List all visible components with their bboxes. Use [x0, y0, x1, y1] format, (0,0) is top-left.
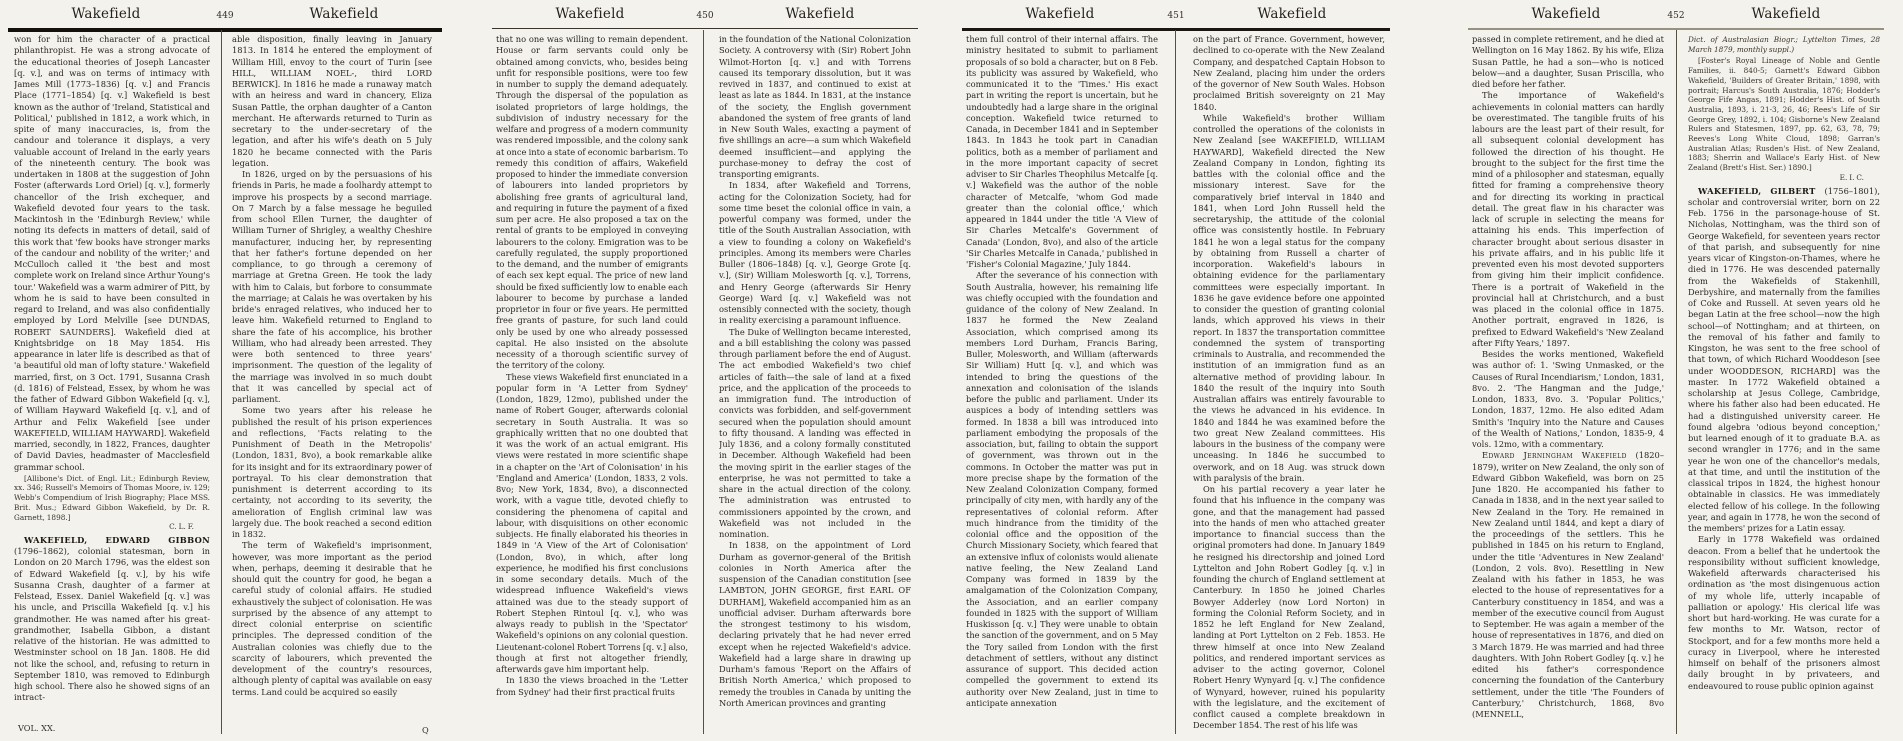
running-head-right: Wakefield: [785, 6, 855, 22]
entry-heading: WAKEFIELD, EDWARD GIBBON: [24, 534, 210, 545]
signature-mark: Q: [422, 725, 429, 735]
text-column: [1193, 34, 1385, 734]
running-head-right: Wakefield: [1751, 6, 1821, 22]
column-divider-rule: [703, 30, 704, 734]
running-head: [962, 6, 1390, 26]
header-rule: [8, 28, 442, 32]
paragraph: on the part of France. Government, however, declined to co-operate with the New Zealand Company, and despatched Captain Hobson to New Zealand, placing him under the orders of the governor of New South Wales. Hobson proclaimed British sovereignty on 21 May 1840.: [1193, 34, 1385, 112]
references-paragraph: Dict. of Australasian Biogr.; Lyttelton Times, 28 March 1879, monthly suppl.): [1688, 35, 1880, 54]
column-divider-rule: [221, 30, 222, 734]
author-initials: E. I. C.: [1839, 172, 1864, 182]
running-head: [1468, 6, 1884, 26]
paragraph: Some two years after his release he published the result of his prison experiences and reflections, 'Facts relating to the Punishment of Death in the Metropolis' (London, 1831, 8vo), a book remarkable alike for its insight and for its extraordinary power of portrayal. To his clear demonstration that punishment is deterrent according to its certainty, not according to its severity, the amelioration of English criminal law was largely due. The book reached a second edition in 1832.: [232, 405, 432, 539]
page-449: [8, 0, 442, 741]
page-452: [1468, 0, 1884, 741]
page-number: 451: [1167, 11, 1185, 21]
column-divider-rule: [1175, 30, 1176, 734]
column-divider-rule: [1676, 30, 1677, 734]
running-head-right: Wakefield: [1257, 6, 1327, 22]
text-column: [496, 34, 688, 734]
paragraph: that no one was willing to remain dependent. House or farm servants could only be obtained among convicts, who, besides being unfit for responsible positions, were too few in number to supply the demand adequately. Through the dispersal of the population as isolated proprietors of large holdings, the subdivision of industry necessary for the welfare and progress of a modern community was rendered impossible, and the colony sank at once into a state of economic barbarism. To remedy this condition of affairs, Wakefield proposed to hinder the immediate conversion of labourers into landed proprietors by abolishing free grants of agricultural land, and requiring in future the payment of a fixed sum per acre. He also proposed a tax on the rental of grants to be employed in conveying labourers to the colony. Emigration was to be carefully regulated, the supply proportioned to the demand, and the number of emigrants of each sex kept equal. The price of new land should be fixed sufficiently low to enable each labourer to become by purchase a landed proprietor in four or five years. He permitted free grants of pasture, for such land could only be used by one who already possessed capital. He also insisted on the absolute necessity of a thorough scientific survey of the territory of the colony.: [496, 34, 688, 371]
paragraph: Besides the works mentioned, Wakefield was author of: 1. 'Swing Unmasked, or the Causes of Rural Incendiarism,' London, 1831, 8vo. 2. 'The Hangman and the Judge,' London, 1833, 8vo. 3. 'Popular Politics,' London, 1837, 12mo. He also edited Adam Smith's 'Inquiry into the Nature and Causes of the Wealth of Nations,' London, 1835-9, 4 vols. 12mo, with a commentary.: [1472, 349, 1664, 449]
entry-paragraph: WAKEFIELD, EDWARD GIBBON (1796–1862), colonial statesman, born in London on 20 March 1796, was the eldest son of Edward Wakefield [q. v.], by his wife Susanna Crash, daughter of a farmer at Felstead, Essex. Daniel Wakefield [q. v.] was his uncle, and Priscilla Wakefield [q. v.] his grandmother. He was named after his great-grandmother, Isabella Gibbon, a distant relative of the historian. He was admitted to Westminster school on 18 Jan. 1808. He did not like the school, and, refusing to return in September 1810, was removed to Edinburgh high school. There also he showed signs of an intract-: [14, 534, 210, 703]
paragraph: After the severance of his connection with South Australia, however, his remaining life was chiefly occupied with the foundation and guidance of the colony of New Zealand. In 1837 he formed the New Zealand Association, which comprised among its members Lord Durham, Francis Baring, Buller, Molesworth, and William (afterwards Sir William) Hutt [q. v.], and which was intended to bring the questions of the annexation and colonisation of the islands before the public and parliament. Under its auspices a body of intending settlers was formed. In 1838 a bill was introduced into parliament embodying the proposals of the association, but, failing to obtain the support of government, was thrown out in the commons. In October the matter was put in more precise shape by the formation of the New Zealand Colonization Company, formed principally of city men, with hardly any of the representatives of colonial reform. After much hindrance from the timidity of the colonial office and the opposition of the Church Missionary Society, which feared that an extensive influx of colonists would alienate native feeling, the New Zealand Land Company was formed in 1839 by the amalgamation of the Colonization Company, the Association, and an earlier company founded in 1825 with the support of William Huskisson [q. v.] They were unable to obtain the sanction of the government, and on 5 May the Tory sailed from London with the first detachment of settlers, without any distinct assurance of support. This decided action compelled the government to extend its authority over New Zealand, just in time to anticipate annexation: [966, 270, 1158, 708]
page-451: [962, 0, 1390, 741]
page-450: [492, 0, 918, 741]
paragraph: won for him the character of a practical philanthropist. He was a strong advocate of the educational theories of Joseph Lancaster [q. v.], and was on terms of intimacy with James Mill (1773–1836) [q. v.] and Francis Place (1771–1854) [q. v.] Wakefield is best known as the author of 'Ireland, Statistical and Political,' published in 1812, a work which, in spite of many inaccuracies, is, from the candour and tolerance it displays, a very valuable account of Ireland in the early years of the nineteenth century. The book was undertaken in 1808 at the suggestion of John Foster (afterwards Lord Oriel) [q. v.], formerly chancellor of the Irish exchequer, and Wakefield devoted four years to the task. Mackintosh in the 'Edinburgh Review,' while noting its defects in matters of detail, said of this work that 'few books have stronger marks of the candour and nobility of the writer;' and McCulloch called it 'the best and most complete work on Ireland since Arthur Young's tour.' Wakefield was a warm admirer of Pitt, by whom he is said to have been consulted in regard to Ireland, and was also confidentially employed by Lord Melville [see DUNDAS, ROBERT SAUNDERS]. Wakefield died at Knightsbridge on 18 May 1854. His appearance in later life is described as that of 'a beautiful old man of lofty stature.' Wakefield married, first, on 3 Oct. 1791, Susanna Crash (d. 1816) of Felstead, Essex, by whom he was the father of Edward Gibbon Wakefield [q. v.], of William Hayward Wakefield [q. v.], and of Arthur and Felix Wakefield [see under WAKEFIELD, WILLIAM HAYWARD]. Wakefield married, secondly, in 1822, Frances, daughter of David Davies, headmaster of Macclesfield grammar school.: [14, 34, 210, 472]
paragraph: In 1834, after Wakefield and Torrens, acting for the Colonization Society, had for some time beset the colonial office in vain, a powerful company was formed, under the title of the South Australian Association, with a view to founding a colony on Wakefield's principles. Among its members were Charles Buller (1806–1848) [q. v.], George Grote [q. v.], (Sir) William Molesworth [q. v.], Torrens, and Henry George (afterwards Sir Henry George) Ward [q. v.] Wakefield was not ostensibly connected with the society, though in reality exercising a paramount influence.: [719, 180, 911, 326]
entry-heading: Edward Jerningham Wakefield: [1482, 450, 1636, 461]
page-number: 450: [696, 11, 714, 21]
page-number: 452: [1667, 11, 1685, 21]
entry-paragraph: Edward Jerningham Wakefield (1820–1879), writer on New Zealand, the only son of Edward Gibbon Wakefield, was born on 25 June 1820. He accompanied his father to Canada in 1838, and in the next year sailed to New Zealand in the Tory. He remained in New Zealand until 1844, and kept a diary of the proceedings of the settlers. This he published in 1845 on his return to England, under the title 'Adventures in New Zealand' (London, 2 vols. 8vo). Resettling in New Zealand with his father in 1853, he was elected to the house of representatives for a Canterbury constituency in 1854, and was a member of the executive council from August to September. He was again a member of the house of representatives in 1876, and died on 3 March 1879. He was married and had three daughters. With John Robert Godley [q. v.] he edited his father's correspondence concerning the foundation of the Canterbury settlement, under the title 'The Founders of Canterbury,' Christchurch, 1868, 8vo (MENNELL,: [1472, 450, 1664, 719]
running-head-left: Wakefield: [1531, 6, 1601, 22]
paragraph: The Duke of Wellington became interested, and a bill establishing the colony was passed through parliament before the end of August. The act embodied Wakefield's two chief articles of faith—the sale of land at a fixed price, and the application of the proceeds to an immigration fund. The introduction of convicts was forbidden, and self-government secured when the population should amount to fifty thousand. A landing was effected in July 1836, and a colony formally constituted in December. Although Wakefield had been the moving spirit in the earlier stages of the enterprise, he was not permitted to take a share in the actual direction of the colony. The administration was entrusted to commissioners appointed by the crown, and Wakefield was not included in the nomination.: [719, 326, 911, 539]
text-column: [1472, 34, 1664, 734]
paragraph: passed in complete retirement, and he died at Wellington on 16 May 1862. By his wife, Eliza Susan Pattle, he had a son—who is noticed below—and a daughter, Susan Priscilla, who died before her father.: [1472, 34, 1664, 89]
paragraph: On his partial recovery a year later he found that his influence in the company was gone, and that the management had passed into the hands of men who attached greater importance to financial success than the original promoters had done. In January 1849 he resigned his directorship and joined Lord Lyttelton and John Robert Godley [q. v.] in founding the church of England settlement at Canterbury. In 1850 he joined Charles Bowyer Adderley (now Lord Norton) in forming the Colonial Reform Society, and in 1852 he left England for New Zealand, landing at Port Lyttelton on 2 Feb. 1853. He threw himself at once into New Zealand politics, and rendered important services as adviser to the acting governor, Colonel Robert Henry Wynyard [q. v.] The confidence of Wynyard, however, ruined his popularity with the legislature, and the excitement of conflict caused a complete breakdown in December 1854. The rest of his life was: [1193, 484, 1385, 731]
running-head-left: Wakefield: [1025, 6, 1095, 22]
entry-paragraph: WAKEFIELD, GILBERT (1756–1801), scholar and controversial writer, born on 22 Feb. 1756 in the parsonage-house of St. Nicholas, Nottingham, was the third son of George Wakefield, for seventeen years rector of that parish, and subsequently for nine years vicar of Kingston-on-Thames, where he died in 1776. He was descended paternally from the Wakefields of Stakenhill, Derbyshire, and maternally from the families of Coke and Russell. At seven years old he began Latin at the free school—now the high school—of Nottingham; and at thirteen, on the removal of his father and family to Kingston, he was sent to the free school of that town, of which Richard Wooddeson [see under WOODDESON, RICHARD] was the master. In 1772 Wakefield obtained a scholarship at Jesus College, Cambridge, where his father also had been educated. He had a distinguished university career. He found algebra 'odious beyond conception,' but learned enough of it to graduate B.A. as second wrangler in 1776; and in the same year he won one of the chancellor's medals, at that time, and until the institution of the classical tripos in 1824, the highest honour obtainable in classics. He was immediately elected fellow of his college. In the following year, and again in 1778, he won the second of the members' prizes for a Latin essay.: [1688, 185, 1880, 534]
text-column: [1688, 34, 1880, 734]
references-paragraph: [Allibone's Dict. of Engl. Lit.; Edinburgh Review, xx. 346; Russell's Memoirs of Thomas Moore, iv. 129; Webb's Compendium of Irish Biography; Place MSS. Brit. Mus.; Edward Gibbon Wakefield, by Dr. R. Garnett, 1898.] C. L. F.: [14, 473, 210, 532]
running-head-left: Wakefield: [555, 6, 625, 22]
text-column: [719, 34, 911, 734]
paragraph: in the foundation of the National Colonization Society. A controversy with (Sir) Robert John Wilmot-Horton [q. v.] and with Torrens caused its temporary dissolution, but it was revived in 1837, and continued to exist at least as late as 1844. In 1831, at the instance of the society, the English government abandoned the system of free grants of land in New South Wales, exacting a payment of five shillings an acre—a sum which Wakefield deemed insufficient—and applying the purchase-money to defray the cost of transporting emigrants.: [719, 34, 911, 179]
paragraph: them full control of their internal affairs. The ministry hesitated to submit to parliament proposals of so bold a character, but on 8 Feb. its publicity was assured by Wakefield, who communicated it to the 'Times.' His exact part in writing the report is uncertain, but he undoubtedly had a large share in the original conception. Wakefield twice returned to Canada, in December 1841 and in September 1843. In 1843 he took part in Canadian politics, both as a member of parliament and in the more important capacity of secret adviser to Sir Charles Theophilus Metcalfe [q. v.] Wakefield was the author of the noble character of Metcalfe, 'whom God made greater than the colonial office,' which appeared in 1844 under the title 'A View of Sir Charles Metcalfe's Government of Canada' (London, 8vo), and also of the article 'Sir Charles Metcalfe in Canada,' published in 'Fisher's Colonial Magazine,' July 1844.: [966, 34, 1158, 269]
paragraph: In 1838, on the appointment of Lord Durham as governor-general of the British colonies in North America after the suspension of the Canadian constitution [see LAMBTON, JOHN GEORGE, first EARL OF DURHAM], Wakefield accompanied him as an unofficial adviser. Durham afterwards bore the strongest testimony to his wisdom, declaring privately that he had never erred except when he rejected Wakefield's advice. Wakefield had a large share in drawing up Durham's famous 'Report on the Affairs of British North America,' which proposed to remedy the troubles in Canada by uniting the North American provinces and granting: [719, 540, 911, 708]
header-rule: [962, 28, 1390, 31]
page-number: 449: [216, 11, 234, 21]
paragraph: These views Wakefield first enunciated in a popular form in 'A Letter from Sydney' (London, 1829, 12mo), published under the name of Robert Gouger, afterwards colonial secretary in South Australia. It was so graphically written that no one doubted that it was the work of an actual emigrant. His views were restated in more scientific shape in a chapter on the 'Art of Colonisation' in his 'England and America' (London, 1833, 2 vols. 8vo; New York, 1834, 8vo), a disconnected work, with a vague title, devoted chiefly to considering the phenomena of capital and labour, with disquisitions on other economic subjects. He finally elaborated his theories in 1849 in 'A View of the Art of Colonisation' (London, 8vo), in which, after long experience, he modified his first conclusions in some secondary details. Much of the widespread influence Wakefield's views attained was due to the steady support of Robert Stephen Rintoul [q. v.], who was always ready to publish in the 'Spectator' Wakefield's opinions on any colonial question. Lieutenant-colonel Robert Torrens [q. v.] also, though at first not altogether friendly, afterwards gave him important help.: [496, 371, 688, 674]
volume-footer: VOL. XX.: [18, 723, 56, 733]
paragraph: In 1826, urged on by the persuasions of his friends in Paris, he made a foolhardy attempt to improve his prospects by a second marriage. On 7 March by a false message he beguiled from school Ellen Turner, the daughter of William Turner of Shrigley, a wealthy Cheshire manufacturer, inducing her, by representing that her father's fortune depended on her compliance, to go through a ceremony of marriage at Gretna Green. He took the lady with him to Calais, but forbore to consummate the marriage; at Calais he was overtaken by his bride's enraged relatives, who induced her to leave him. Wakefield returned to England to share the fate of his accomplice, his brother William, who had already been arrested. They were both sentenced to three years' imprisonment. The question of the legality of the marriage was involved in so much doubt that it was cancelled by special act of parliament.: [232, 169, 432, 404]
text-column: [14, 34, 210, 734]
paragraph: able disposition, finally leaving in January 1813. In 1814 he entered the employment of William Hill, envoy to the court of Turin [see HILL, WILLIAM NOEL-, third LORD BERWICK]. In 1816 he made a runaway match with an heiress and ward in chancery, Eliza Susan Pattle, the orphan daughter of a Canton merchant. He afterwards returned to Turin as secretary to the under-secretary of the legation, and after his wife's death on 5 July 1820 he became connected with the Paris legation.: [232, 34, 432, 168]
text-column: [966, 34, 1158, 734]
paragraph: The importance of Wakefield's achievements in colonial matters can hardly be overestimated. The tangible fruits of his labours are the least part of their result, for all subsequent colonial development has followed the direction of his thought. He brought to the subject for the first time the mind of a philosopher and statesman, equally fitted for framing a comprehensive theory and for directing its working in practical detail. The great flaw in his character was lack of scruple in selecting the means for attaining his ends. This imperfection of character brought about serious disaster in his private affairs, and in his public life it prevented even his most devoted supporters from giving him their implicit confidence. There is a portrait of Wakefield in the provincial hall at Christchurch, and a bust was placed in the colonial office in 1875. Another portrait, engraved in 1826, is prefixed to Edward Wakefield's 'New Zealand after Fifty Years,' 1897.: [1472, 90, 1664, 348]
author-initials: C. L. F.: [169, 522, 194, 532]
paragraph: While Wakefield's brother William controlled the operations of the colonists in New Zealand [see WAKEFIELD, WILLIAM HAYWARD], Wakefield directed the New Zealand Company in London, fighting its battles with the colonial office and the missionary interest. Save for the comparatively brief interval in 1840 and 1841, when Lord John Russell held the secretaryship, the attitude of the colonial office was consistently hostile. In February 1841 he won a legal status for the company by obtaining from Russell a charter of incorporation. Wakefield's labours in obtaining evidence for the parliamentary committees were especially important. In 1836 he gave evidence before one appointed to consider the question of granting colonial lands, which approved his views in their report. In 1837 the transportation committee condemned the system of transporting criminals to Australia, and recommended the institution of an immigration fund as an alternative method of providing labour. In 1840 the result of the inquiry into South Australian affairs was entirely favourable to the views he advanced in his evidence. In 1840 and 1844 he was examined before the two great New Zealand committees. His labours in the business of the company were unceasing. In 1846 he succumbed to overwork, and on 18 Aug. was struck down with paralysis of the brain.: [1193, 112, 1385, 483]
paragraph: Early in 1778 Wakefield was ordained deacon. From a belief that he undertook the responsibility without sufficient knowledge, Wakefield afterwards characterised his ordination as 'the most disingenuous action of my whole life, utterly incapable of palliation or apology.' His clerical life was short but hard-working. He was curate for a few months to Mr. Watson, rector of Stockport, and for a few months more held a curacy in Liverpool, where he interested himself on behalf of the prisoners almost daily brought in by privateers, and endeavoured to rouse public opinion against: [1688, 534, 1880, 691]
header-rule: [492, 28, 918, 29]
running-head: [8, 6, 442, 26]
paragraph: In 1830 the views broached in the 'Letter from Sydney' had their first practical fruits: [496, 675, 688, 697]
entry-heading: WAKEFIELD, GILBERT: [1698, 185, 1825, 196]
references-paragraph: [Foster's Royal Lineage of Noble and Gentle Families, ii. 840-5; Garnett's Edward Gibbon Wakefield, 'Builders of Greater Britain,' 1898, with portrait; Harcus's South Australia, 1876; Hodder's George Fife Angas, 1891; Hodder's Hist. of South Australia, 1893, i. 21-3, 26, 46; Rees's Life of Sir George Grey, 1892, i. 104; Gisborne's New Zealand Rulers and Statesmen, 1897, pp. 62, 63, 78, 79; Reeves's Long White Cloud, 1898; Garran's Australian Atlas; Rusden's Hist. of New Zealand, 1883; Sherrin and Wallace's Early Hist. of New Zealand (Brett's Hist. Ser.) 1890.] E. I. C.: [1688, 56, 1880, 182]
running-head-left: Wakefield: [71, 6, 141, 22]
paragraph: The term of Wakefield's imprisonment, however, was more important as the period when, perhaps, deeming it desirable that he should quit the country for good, he began a careful study of colonial affairs. He studied exhaustively the subject of colonisation. He was surprised by the absence of any attempt to direct colonial enterprise on scientific principles. The depressed condition of the Australian colonies was chiefly due to the scarcity of labourers, which prevented the development of the country's resources, although plenty of capital was available on easy terms. Land could be acquired so easily: [232, 540, 432, 697]
text-column: [232, 34, 432, 734]
running-head: [492, 6, 918, 26]
running-head-right: Wakefield: [309, 6, 379, 22]
